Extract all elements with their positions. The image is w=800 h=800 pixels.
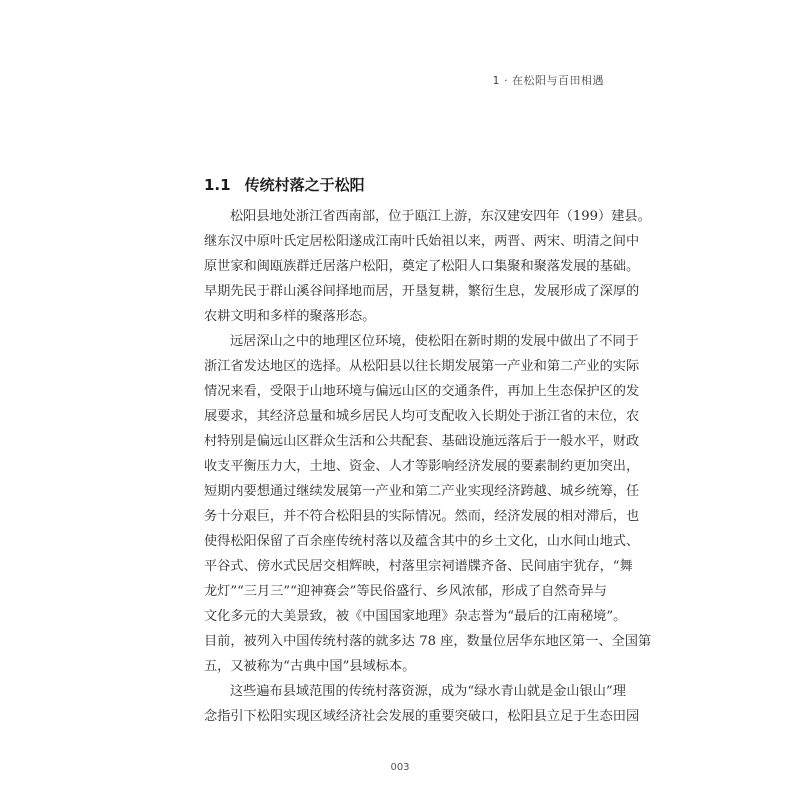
section-title: 传统村落之于松阳 (244, 176, 365, 194)
running-header: 1 · 在松阳与百田相遇 (492, 74, 604, 87)
text-line: 收支平衡压力大，土地、资金、人才等影响经济发展的要素制约更加突出， (204, 459, 640, 474)
text-line: 文化多元的大美景致，被《中国国家地理》杂志誉为“最后的江南秘境”。 (204, 609, 627, 624)
text-line: 早期先民于群山溪谷间择地而居，开垦复耕，繁衍生息，发展形成了深厚的 (204, 284, 640, 299)
text-line: 五，又被称为“古典中国”县域标本。 (204, 659, 416, 674)
text-line: 短期内要想通过继续发展第一产业和第二产业实现经济跨越、城乡统筹，任 (204, 484, 640, 499)
body-text (204, 204, 652, 729)
text-line: 继东汉中原叶氏定居松阳遂成江南叶氏始祖以来，两晋、两宋、明清之间中 (204, 234, 640, 249)
paragraph (204, 204, 651, 329)
text-line: 展要求，其经济总量和城乡居民人均可支配收入长期处于浙江省的末位，农 (204, 409, 640, 424)
text-line: 务十分艰巨，并不符合松阳县的实际情况。然而，经济发展的相对滞后，也 (204, 509, 640, 524)
text-line: 原世家和闽瓯族群迁居落户松阳，奠定了松阳人口集聚和聚落发展的基础。 (204, 259, 640, 274)
text-line: 使得松阳保留了百余座传统村落以及蕴含其中的乡土文化，山水间山地式、 (204, 534, 640, 549)
text-line: 念指引下松阳实现区域经济社会发展的重要突破口，松阳县立足于生态田园 (204, 709, 640, 724)
text-line: 松阳县地处浙江省西南部，位于瓯江上游，东汉建安四年（199）建县。 (230, 209, 651, 224)
text-line: 平谷式、傍水式民居交相辉映，村落里宗祠谱牒齐备、民间庙宇犹存，“舞 (204, 559, 633, 574)
section-heading (204, 174, 365, 195)
section-number: 1.1 (204, 176, 231, 194)
text-line: 目前，被列入中国传统村落的就多达 78 座，数量位居华东地区第一、全国第 (204, 634, 652, 649)
text-line: 浙江省发达地区的选择。从松阳县以往长期发展第一产业和第二产业的实际 (204, 359, 640, 374)
text-line: 这些遍布县域范围的传统村落资源，成为“绿水青山就是金山银山”理 (230, 684, 626, 699)
paragraph (204, 679, 640, 729)
text-line: 村特别是偏远山区群众生活和公共配套、基础设施远落后于一般水平，财政 (204, 434, 640, 449)
text-line: 农耕文明和多样的聚落形态。 (204, 309, 376, 324)
paragraph (204, 329, 652, 679)
text-line: 情况来看，受限于山地环境与偏远山区的交通条件，再加上生态保护区的发 (204, 384, 640, 399)
page-number: 003 (390, 762, 410, 773)
text-line: 远居深山之中的地理区位环境，使松阳在新时期的发展中做出了不同于 (230, 334, 639, 349)
text-line: 龙灯”“三月三”“迎神赛会”等民俗盛行、乡风浓郁，形成了自然奇异与 (204, 584, 607, 599)
